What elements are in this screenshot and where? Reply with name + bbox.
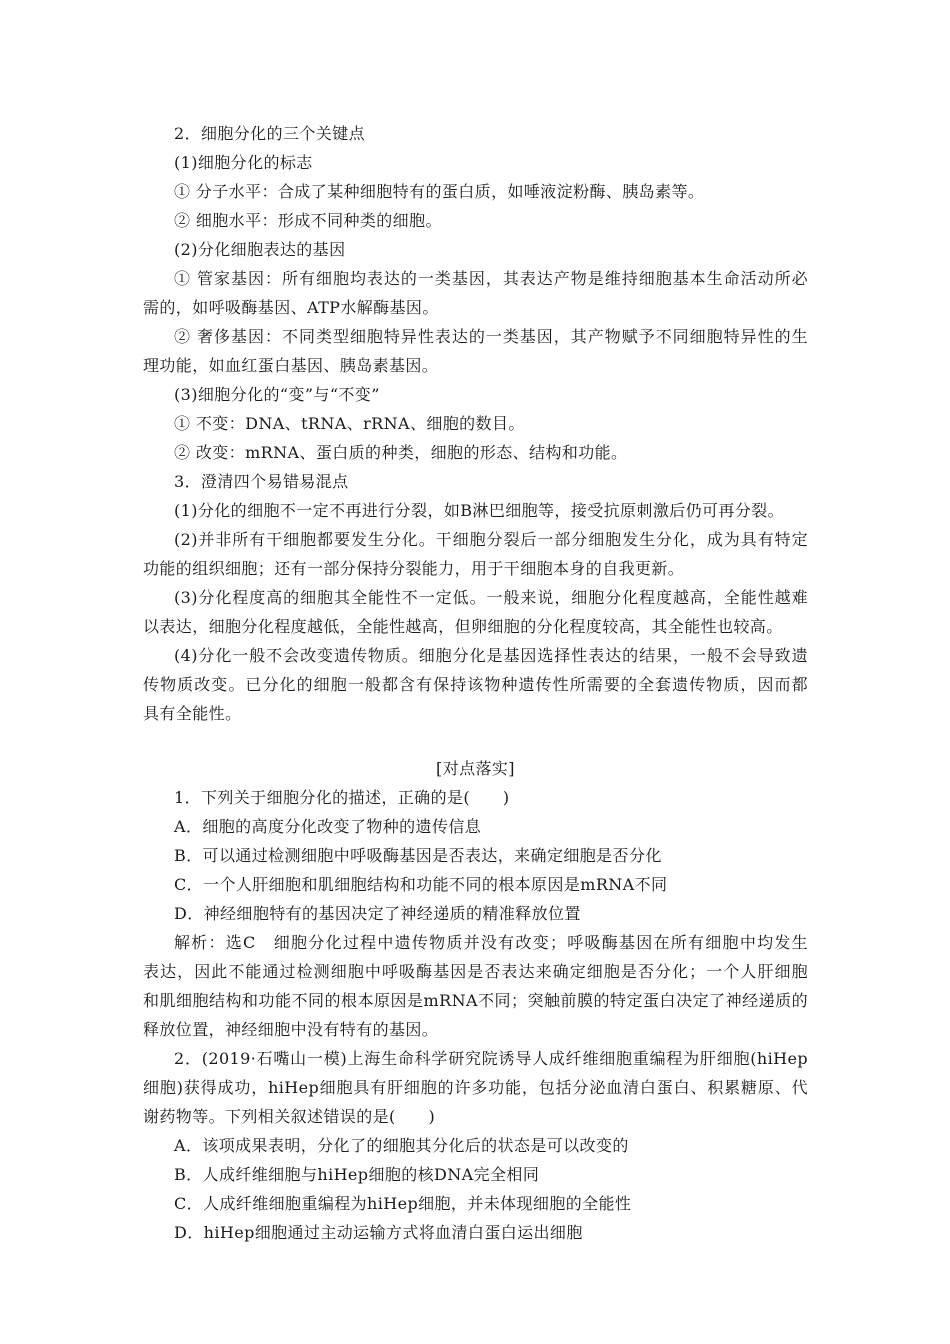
text-line: ② 细胞水平：形成不同种类的细胞。 [174,211,442,230]
text-line: 具有全能性。 [143,704,242,723]
text-line: (3)分化程度高的细胞其全能性不一定低。一般来说，细胞分化程度越高，全能性越难 [174,588,808,607]
question-2-stem: 2．(2019·石嘴山一模)上海生命科学研究院诱导人成纤维细胞重编程为肝细胞(hiHep [174,1049,808,1068]
question-2-option-c: C．人成纤维细胞重编程为hiHep细胞，并未体现细胞的全能性 [174,1194,632,1213]
text-line: 传物质改变。已分化的细胞一般都含有保持该物种遗传性所需要的全套遗传物质，因而都 [143,675,808,694]
question-1-option-a: A．细胞的高度分化改变了物种的遗传信息 [174,817,482,836]
question-1-explanation: 表达，因此不能通过检测细胞中呼吸酶基因是否表达来确定细胞是否分化；一个人肝细胞 [143,962,808,981]
text-line: (1)分化的细胞不一定不再进行分裂，如B淋巴细胞等，接受抗原刺激后仍可再分裂。 [174,501,785,520]
document-body [143,119,808,1247]
question-1-stem: 1．下列关于细胞分化的描述，正确的是( ) [174,788,510,807]
question-1-option-b: B．可以通过检测细胞中呼吸酶基因是否表达，来确定细胞是否分化 [174,846,662,865]
question-1-option-c: C．一个人肝细胞和肌细胞结构和功能不同的根本原因是mRNA不同 [174,875,668,894]
question-2-stem: 谢药物等。下列相关叙述错误的是( ) [143,1107,436,1126]
section-heading-key-points: 2．细胞分化的三个关键点 [174,124,365,143]
text-line: ① 不变：DNA、tRNA、rRNA、细胞的数目。 [174,414,525,433]
text-line: (2)并非所有干细胞都要发生分化。干细胞分裂后一部分细胞发生分化，成为具有特定 [174,530,808,549]
text-line: ② 改变：mRNA、蛋白质的种类，细胞的形态、结构和功能。 [174,443,628,462]
question-1-explanation: 释放位置，神经细胞中没有特有的基因。 [143,1020,439,1039]
subheading-markers: (1)细胞分化的标志 [174,153,313,172]
text-line: (4)分化一般不会改变遗传物质。细胞分化是基因选择性表达的结果，一般不会导致遗 [174,646,808,665]
spacer [143,728,808,754]
question-2-option-d: D．hiHep细胞通过主动运输方式将血清白蛋白运出细胞 [174,1223,583,1242]
text-line: ① 管家基因：所有细胞均表达的一类基因，其表达产物是维持细胞基本生命活动所必 [174,269,808,288]
question-1-explanation: 解析：选C 细胞分化过程中遗传物质并没有改变；呼吸酶基因在所有细胞中均发生 [174,933,808,952]
section-heading-pitfalls: 3．澄清四个易错易混点 [174,472,349,491]
subheading-genes: (2)分化细胞表达的基因 [174,240,346,259]
subheading-change: (3)细胞分化的“变”与“不变” [174,385,380,404]
question-2-option-a: A．该项成果表明，分化了的细胞其分化后的状态是可以改变的 [174,1136,629,1155]
text-line: ② 奢侈基因：不同类型细胞特异性表达的一类基因，其产物赋予不同细胞特异性的生 [174,327,808,346]
text-line: ① 分子水平：合成了某种细胞特有的蛋白质，如唾液淀粉酶、胰岛素等。 [174,182,705,201]
question-2-option-b: B．人成纤维细胞与hiHep细胞的核DNA完全相同 [174,1165,540,1184]
text-line: 理功能，如血红蛋白基因、胰岛素基因。 [143,356,439,375]
question-1-explanation: 和肌细胞结构和功能不同的根本原因是mRNA不同；突触前膜的特定蛋白决定了神经递质的 [143,991,808,1010]
question-1-option-d: D．神经细胞特有的基因决定了神经递质的精准释放位置 [174,904,581,923]
text-line: 功能的组织细胞；还有一部分保持分裂能力，用于干细胞本身的自我更新。 [143,559,685,578]
practice-title: [对点落实] [436,759,515,778]
text-line: 以表达，细胞分化程度越低，全能性越高，但卵细胞的分化程度较高，其全能性也较高。 [143,617,783,636]
question-2-stem: 细胞)获得成功，hiHep细胞具有肝细胞的许多功能，包括分泌血清白蛋白、积累糖原、代 [143,1078,808,1097]
text-line: 需的，如呼吸酶基因、ATP水解酶基因。 [143,298,439,317]
